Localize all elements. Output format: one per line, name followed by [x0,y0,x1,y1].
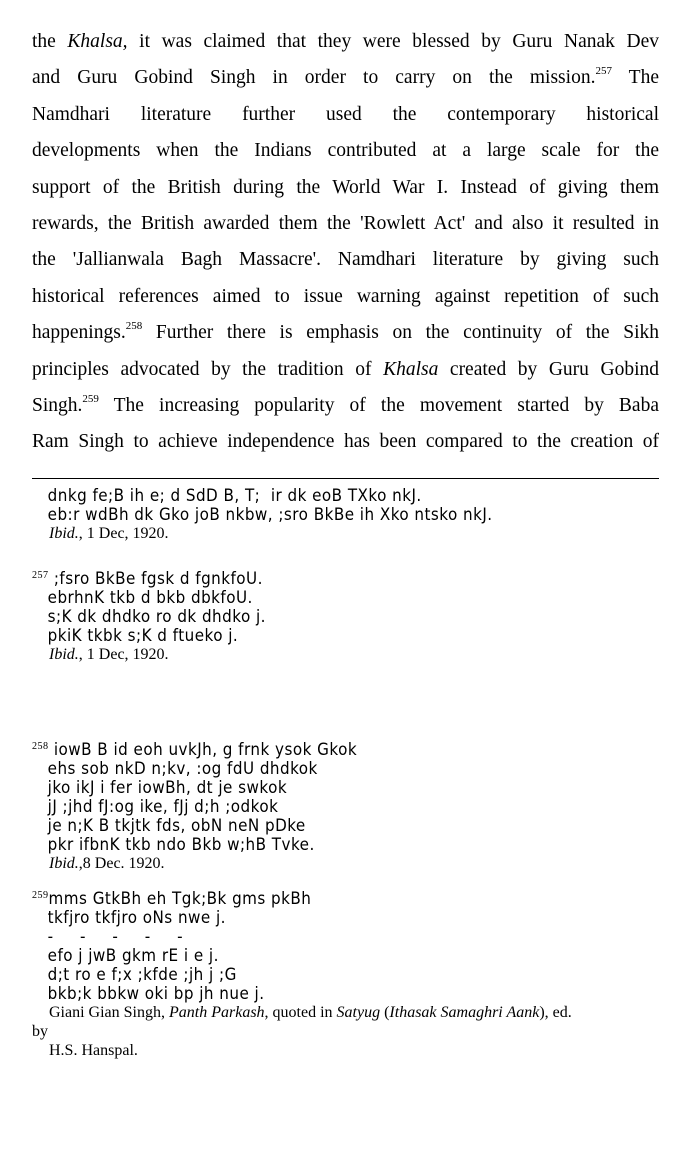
body-line-7: the 'Jallianwala Bagh Massacre'. Namdhari literature by giving such [32,249,659,271]
footnote-number: 259 [32,889,49,901]
body-line-4: developments when the Indians contributed at a large scale for the [32,140,659,162]
body-line-5: support of the British during the World War I. Instead of giving them [32,176,659,198]
khalsa-italic: Khalsa [383,358,439,380]
body-line-10: principles advocated by the tradition of Khalsa created by Guru Gobind [32,358,660,380]
footnote-citation-editor: H.S. Hanspal. [49,1042,138,1059]
footnote-verse-line: pkiK tkbk s;K d ftueko j. [47,626,239,645]
body-line-11: Singh.$^{259}$ The increasing popularity of the movement started by Baba [32,392,659,416]
body-line-3: Namdhari literature further used the contemporary historical [32,103,659,125]
footnote-verse-line: d;t ro e f;x ;kfde ;jh j ;G [47,965,237,984]
body-line-9: happenings.$^{258}$ Further there is emphasis on the continuity of the Sikh [32,320,659,344]
body-line-6: rewards, the British awarded them the 'Rowlett Act' and also it resulted in [32,212,659,234]
footnote-ref-258[interactable]: 258 [125,320,143,333]
footnote-verse-line: pkr ifbnK tkb ndo Bkb w;hB Tvke. [47,835,315,854]
footnote-number: 257 [32,569,49,581]
footnote-verse-line: bkb;k bbkw oki bp jh nue j. [47,984,265,1003]
footnote-verse-line: jJ ;jhd fJ:og ike, fJj d;h ;odkok [47,797,279,816]
footnote-citation: Ibid., 1 Dec, 1920. [49,525,169,542]
footnote-verse-line: ehs sob nkD n;kv, :og fdU dhdkok [47,759,318,778]
footnote-verse-line: eb:r wdBh dk Gko joB nkbw, ;sro BkBe ih Xko ntsko nkJ. [47,505,493,524]
footnote-verse-line: $^{258}$ iowB B id eoh uvkJh, g frnk ysok Gkok [32,740,358,759]
footnote-verse-line: je n;K B tkjtk fds, obN neN pDke [47,816,306,835]
body-line-8: historical references aimed to issue warning against repetition of such [32,285,659,307]
body-line-2: and Guru Gobind Singh in order to carry on the mission.$^{257}$ The [32,65,659,89]
footnote-verse-line: dnkg fe;B ih e; d SdD B, T; ir dk eoB TXko nkJ. [47,486,422,505]
footnote-verse-line: - - - - - [47,927,184,946]
footnote-number: 258 [32,740,49,752]
footnote-ref-257[interactable]: 257 [595,65,612,78]
footnote-verse-line: s;K dk dhdko ro dk dhdko j. [47,607,266,626]
main-paragraph [32,24,659,461]
footnote-verse-line: efo j jwB gkm rE i e j. [47,946,219,965]
footnote-continued [32,486,533,543]
footnote-ref-259[interactable]: 259 [82,392,99,405]
body-line-1: the Khalsa, it was claimed that they were blessed by Guru Nanak Dev [32,31,659,52]
footnote-verse-line: tkfjro tkfjro oNs nwe j. [47,908,226,927]
body-line-12: Ram Singh to achieve independence has been compared to the creation of [32,431,659,453]
footnote-separator [32,478,659,479]
footnote-citation-by: by [32,1023,48,1040]
footnote-citation: Giani Gian Singh, Panth Parkash, quoted in Satyug (Ithasak Samaghri Aank), ed. [49,1004,572,1021]
footnote-verse-line: $^{259}$mms GtkBh eh Tgk;Bk gms pkBh [32,889,312,908]
footnote-citation: Ibid., 1 Dec, 1920. [49,646,169,663]
footnote-258 [32,737,385,873]
footnote-verse-line: ebrhnK tkb d bkb dbkfoU. [47,588,253,607]
footnote-257 [32,566,286,664]
footnote-verse-line: $^{257}$ ;fsro BkBe fgsk d fgnkfoU. [32,569,263,588]
footnote-259 [32,886,572,1060]
footnote-citation: Ibid.,8 Dec. 1920. [49,855,165,872]
khalsa-italic: Khalsa, [67,31,128,52]
footnote-verse-line: jko ikJ i fer iowBh, dt je swkok [47,778,288,797]
